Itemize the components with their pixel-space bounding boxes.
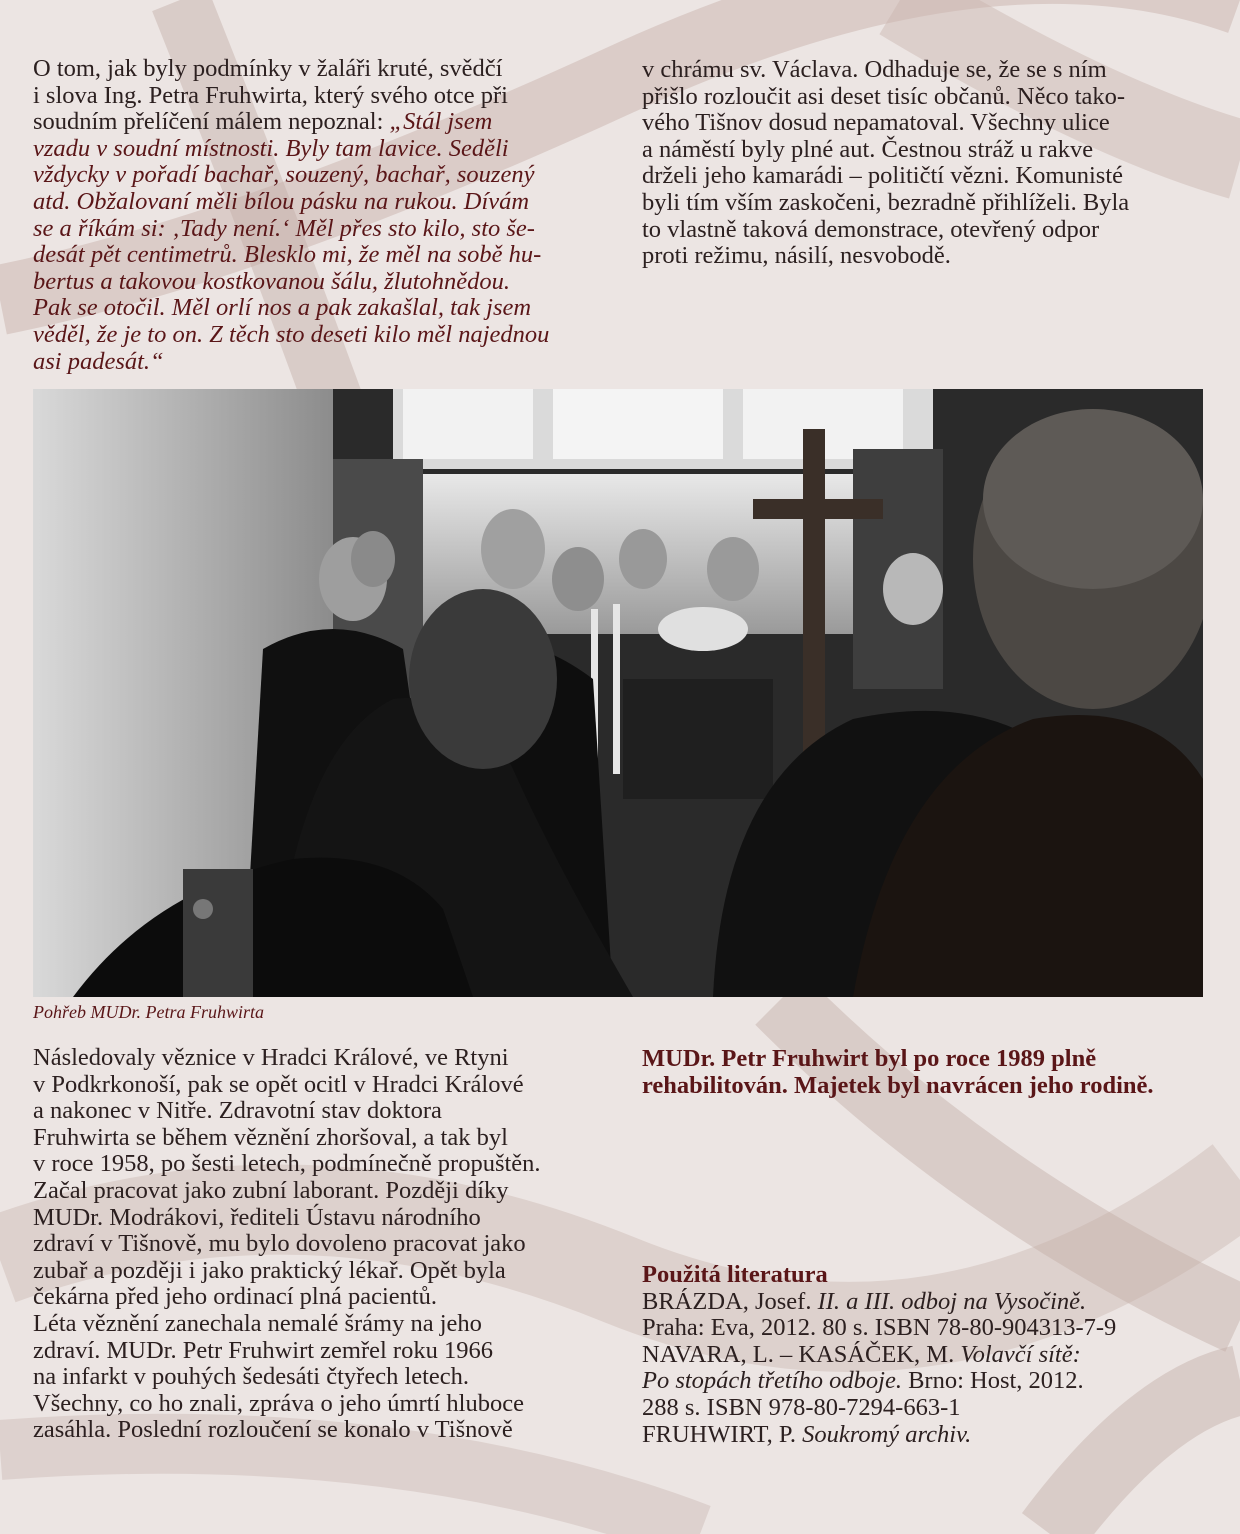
- literature-heading: Použitá literatura: [642, 1261, 828, 1288]
- literature-entry: [642, 1422, 1204, 1449]
- author: NAVARA, L. – KASÁČEK, M.: [642, 1340, 961, 1368]
- quote-fragment: „Stál jsem: [389, 108, 493, 136]
- funeral-photo: [33, 389, 1203, 997]
- text-line: MUDr. Petr Fruhwirt byl po roce 1989 plně: [642, 1045, 1097, 1072]
- text-line: rehabilitován. Majetek byl navrácen jeho rodině.: [642, 1071, 1154, 1099]
- photo-illustration: [33, 389, 1203, 997]
- quote-line: vždycky v pořadí bachař, souzený, bachař, souzený: [33, 161, 535, 189]
- text-line: a náměstí byly plné aut. Čestnou stráž u rakve: [642, 135, 1094, 163]
- text-line: v Podkrkonoší, pak se opět ocitl v Hradci Králové: [33, 1070, 524, 1098]
- text-fragment: soudním přelíčení málem nepoznal:: [33, 108, 390, 136]
- text-line: zdraví v Tišnově, mu bylo dovoleno pracovat jako: [33, 1230, 526, 1258]
- book-title: Volavčí sítě:: [960, 1340, 1081, 1368]
- text-line: přišlo rozloučit asi deset tisíc občanů. Něco tako-: [642, 82, 1126, 110]
- literature-entry: 288 s. ISBN 978-80-7294-663-1: [642, 1393, 961, 1421]
- publisher: Brno: Host, 2012.: [901, 1367, 1084, 1395]
- text-line: byli tím vším zaskočeni, bezradně přihlíželi. Byla: [642, 188, 1130, 216]
- quote-line: vzadu v soudní místnosti. Byly tam lavice. Seděli: [33, 134, 509, 162]
- quote-line: se a říkám si: ‚Tady není.‘ Měl přes sto kilo, sto še-: [33, 214, 535, 242]
- text-line: Začal pracovat jako zubní laborant. Později díky: [33, 1176, 509, 1204]
- quote-line: atd. Obžalovaní měli bílou pásku na rukou. Dívám: [33, 187, 530, 215]
- quote-line: asi padesát.“: [33, 347, 164, 375]
- rehabilitation-note: [642, 1046, 1204, 1099]
- text-line: a nakonec v Nitře. Zdravotní stav doktora: [33, 1097, 442, 1125]
- author: FRUHWIRT, P.: [642, 1420, 803, 1448]
- book-title: Po stopách třetího odboje.: [642, 1367, 902, 1395]
- literature-entry: [642, 1289, 1204, 1316]
- text-line: vého Tišnov dosud nepamatoval. Všechny ulice: [642, 109, 1110, 137]
- text-line: to vlastně taková demonstrace, otevřený odpor: [642, 215, 1100, 243]
- text-line: čekárna před jeho ordinací plná pacientů.: [33, 1283, 438, 1311]
- top-right-column: [642, 57, 1204, 270]
- text-line: Léta věznění zanechala nemalé šrámy na jeho: [33, 1309, 482, 1337]
- text-line: MUDr. Modrákovi, řediteli Ústavu národního: [33, 1203, 481, 1231]
- photo-caption: Pohřeb MUDr. Petra Fruhwirta: [33, 1002, 264, 1022]
- text-line: zasáhla. Poslední rozloučení se konalo v Tišnově: [33, 1416, 513, 1444]
- text-line: Fruhwirta se během věznění zhoršoval, a tak byl: [33, 1123, 508, 1151]
- literature-entry: [642, 1342, 1204, 1369]
- text-line: O tom, jak byly podmínky v žaláři kruté, svědčí: [33, 55, 503, 82]
- text-line: zdraví. MUDr. Petr Fruhwirt zemřel roku 1966: [33, 1336, 493, 1364]
- bottom-left-column: [33, 1045, 601, 1444]
- author: BRÁZDA, Josef.: [642, 1287, 818, 1315]
- quote-line: věděl, že je to on. Z těch sto deseti kilo měl najednou: [33, 320, 550, 348]
- text-line: [33, 109, 597, 136]
- book-title: II. a III. odboj na Vysočině.: [817, 1287, 1087, 1315]
- quote-line: Pak se otočil. Měl orlí nos a pak zakašlal, tak jsem: [33, 294, 532, 322]
- literature-section: [642, 1262, 1204, 1448]
- text-line: drželi jeho kamarádi – političtí vězni. Komunisté: [642, 162, 1124, 190]
- archive-title: Soukromý archiv.: [802, 1420, 972, 1448]
- text-line: Následovaly věznice v Hradci Králové, ve Rtyni: [33, 1044, 509, 1071]
- text-line: na infarkt v pouhých šedesáti čtyřech letech.: [33, 1363, 470, 1391]
- text-line: v roce 1958, po šesti letech, podmínečně propuštěn.: [33, 1150, 541, 1178]
- text-line: i slova Ing. Petra Fruhwirta, který svého otce při: [33, 81, 508, 109]
- quote-line: desát pět centimetrů. Blesklo mi, že měl na sobě hu-: [33, 241, 542, 269]
- text-line: Všechny, co ho znali, zpráva o jeho úmrtí hluboce: [33, 1389, 524, 1417]
- text-line: zubař a později i jako praktický lékař. Opět byla: [33, 1256, 506, 1284]
- literature-entry: [642, 1368, 1204, 1395]
- quote-line: bertus a takovou kostkovanou šálu, žlutohnědou.: [33, 267, 511, 295]
- literature-entry: Praha: Eva, 2012. 80 s. ISBN 78-80-904313-7-9: [642, 1314, 1117, 1342]
- text-line: proti režimu, násilí, nesvobodě.: [642, 242, 951, 270]
- text-line: v chrámu sv. Václava. Odhaduje se, že se s ním: [642, 56, 1107, 83]
- top-left-column: [33, 56, 597, 375]
